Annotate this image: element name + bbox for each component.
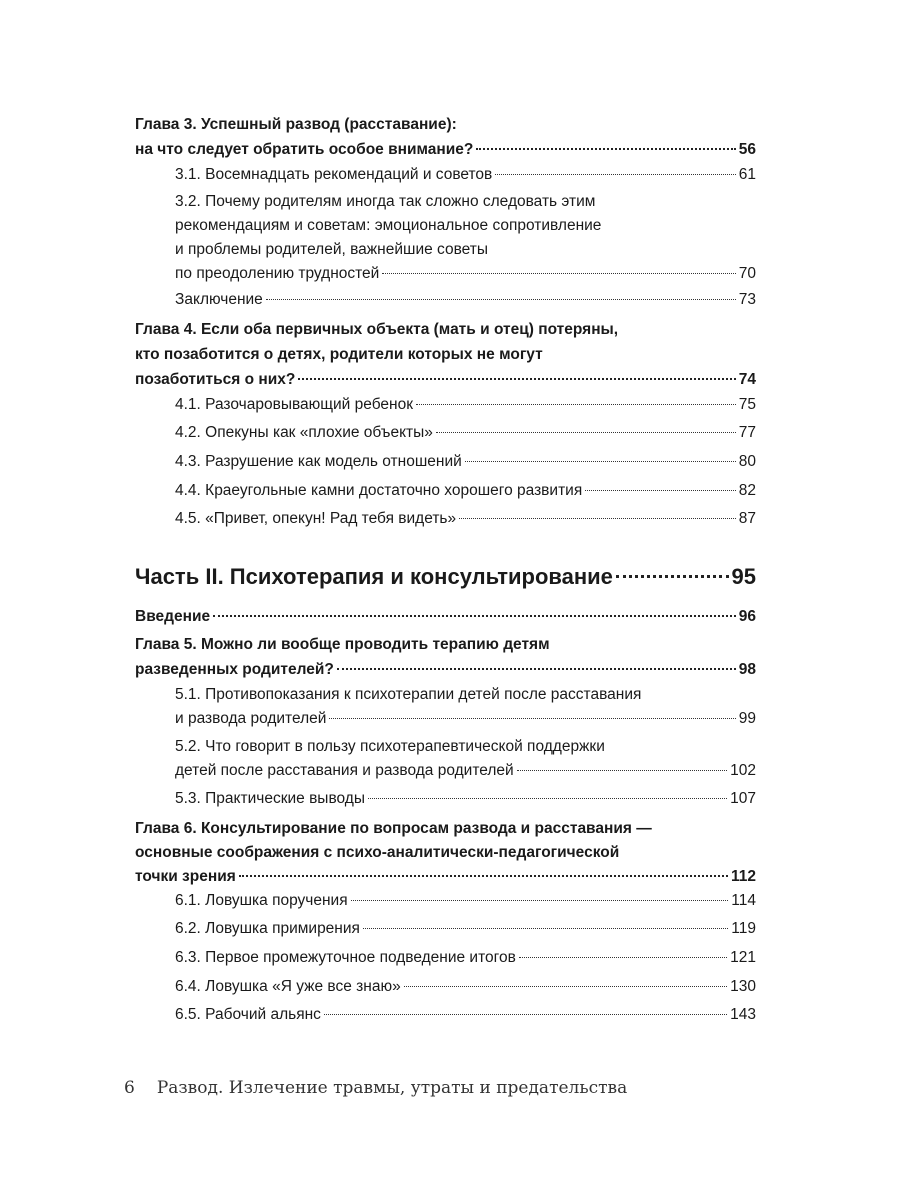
page-number: 75 — [738, 396, 756, 413]
toc-item-6-5: 6.5. Рабочий альянс 143 — [175, 1002, 756, 1028]
page-footer — [124, 1078, 627, 1098]
page-number: 70 — [738, 265, 756, 282]
page-number: 73 — [738, 291, 756, 308]
toc-item-5-1-line-1: 5.1. Противопоказания к психотерапии детей после расставания — [175, 686, 642, 703]
page-number: 130 — [730, 978, 756, 995]
chapter-3-title-line-1: Глава 3. Успешный развод (расставание): — [135, 116, 457, 133]
toc-item-5-3: 5.3. Практические выводы 107 — [175, 786, 756, 812]
chapter-6-title-line-2: основные соображения с психо-аналитически-педагогической — [135, 844, 620, 861]
toc-item-3-2-line-1: 3.2. Почему родителям иногда так сложно следовать этим — [175, 193, 596, 210]
dot-leader — [324, 1014, 727, 1015]
toc-item-6-3: 6.3. Первое промежуточное подведение итогов 121 — [175, 945, 756, 971]
dot-leader — [363, 928, 728, 929]
dot-leader — [476, 148, 735, 150]
chapter-6-title-line-3: точки зрения 112 — [135, 864, 756, 890]
part-2-title: Часть II. Психотерапия и консультирование 95 — [135, 560, 756, 594]
page-number: 80 — [738, 453, 756, 470]
toc-item-6-1: 6.1. Ловушка поручения 114 — [175, 888, 756, 914]
page-number: 102 — [730, 762, 756, 779]
footer-page-number: 6 — [124, 1078, 135, 1098]
dot-leader — [404, 986, 727, 987]
chapter-6-title-line-1: Глава 6. Консультирование по вопросам развода и расставания — — [135, 820, 652, 837]
dot-leader — [436, 432, 736, 433]
chapter-5-title-line-2: разведенных родителей? 98 — [135, 657, 756, 683]
dot-leader — [519, 957, 727, 958]
toc-item-3-2-line-2: рекомендациям и советам: эмоциональное сопротивление — [175, 217, 602, 234]
chapter-5-title-line-1: Глава 5. Можно ли вообще проводить терапию детям — [135, 636, 550, 653]
toc-item-5-2-line-2: детей после расставания и развода родителей 102 — [175, 758, 756, 784]
dot-leader — [616, 575, 729, 578]
toc-item-conclusion: Заключение 73 — [175, 287, 756, 313]
chapter-3-title-line-2: на что следует обратить особое внимание? 56 — [135, 137, 756, 163]
running-title: Развод. Излечение травмы, утраты и предательства — [156, 1078, 628, 1098]
page-number: 99 — [738, 710, 756, 727]
dot-leader — [459, 518, 736, 519]
toc-item-4-3: 4.3. Разрушение как модель отношений 80 — [175, 449, 756, 475]
page-number: 61 — [738, 166, 756, 183]
toc-item-4-1: 4.1. Разочаровывающий ребенок 75 — [175, 392, 756, 418]
chapter-4-title-line-1: Глава 4. Если оба первичных объекта (мать и отец) потеряны, — [135, 321, 619, 338]
page-number: 56 — [738, 141, 756, 158]
dot-leader — [329, 718, 735, 719]
toc-item-4-2: 4.2. Опекуны как «плохие объекты» 77 — [175, 420, 756, 446]
page-number: 121 — [730, 949, 756, 966]
dot-leader — [517, 770, 727, 771]
dot-leader — [351, 900, 729, 901]
page-number: 77 — [738, 424, 756, 441]
dot-leader — [213, 615, 736, 617]
introduction-title: Введение 96 — [135, 604, 756, 630]
chapter-4-title-line-3: позаботиться о них? 74 — [135, 367, 756, 393]
dot-leader — [239, 875, 728, 877]
page-number: 119 — [731, 920, 756, 937]
page-number: 98 — [738, 661, 756, 678]
dot-leader — [266, 299, 736, 300]
page-number: 96 — [738, 608, 756, 625]
toc-item-3-2-line-4: по преодолению трудностей 70 — [175, 261, 756, 287]
page-number: 95 — [731, 564, 756, 589]
page-number: 107 — [730, 790, 756, 807]
toc-item-4-5: 4.5. «Привет, опекун! Рад тебя видеть» 87 — [175, 506, 756, 532]
page-number: 143 — [730, 1006, 756, 1023]
page-number: 82 — [738, 482, 756, 499]
page-number: 74 — [738, 371, 756, 388]
dot-leader — [382, 273, 735, 274]
toc-item-6-4: 6.4. Ловушка «Я уже все знаю» 130 — [175, 974, 756, 1000]
toc-item-6-2: 6.2. Ловушка примирения 119 — [175, 916, 756, 942]
toc-item-5-2-line-1: 5.2. Что говорит в пользу психотерапевтической поддержки — [175, 738, 605, 755]
dot-leader — [298, 378, 735, 380]
dot-leader — [585, 490, 736, 491]
page-number: 87 — [738, 510, 756, 527]
dot-leader — [465, 461, 736, 462]
toc-item-4-4: 4.4. Краеугольные камни достаточно хорошего развития 82 — [175, 478, 756, 504]
chapter-4-title-line-2: кто позаботится о детях, родители которых не могут — [135, 346, 543, 363]
toc-item-3-1: 3.1. Восемнадцать рекомендаций и советов 61 — [175, 162, 756, 188]
toc-item-3-2-line-3: и проблемы родителей, важнейшие советы — [175, 241, 488, 258]
dot-leader — [337, 668, 736, 670]
dot-leader — [495, 174, 735, 175]
page-number: 114 — [731, 892, 756, 909]
toc-item-5-1-line-2: и развода родителей 99 — [175, 706, 756, 732]
dot-leader — [368, 798, 727, 799]
page-number: 112 — [730, 868, 756, 885]
dot-leader — [416, 404, 736, 405]
